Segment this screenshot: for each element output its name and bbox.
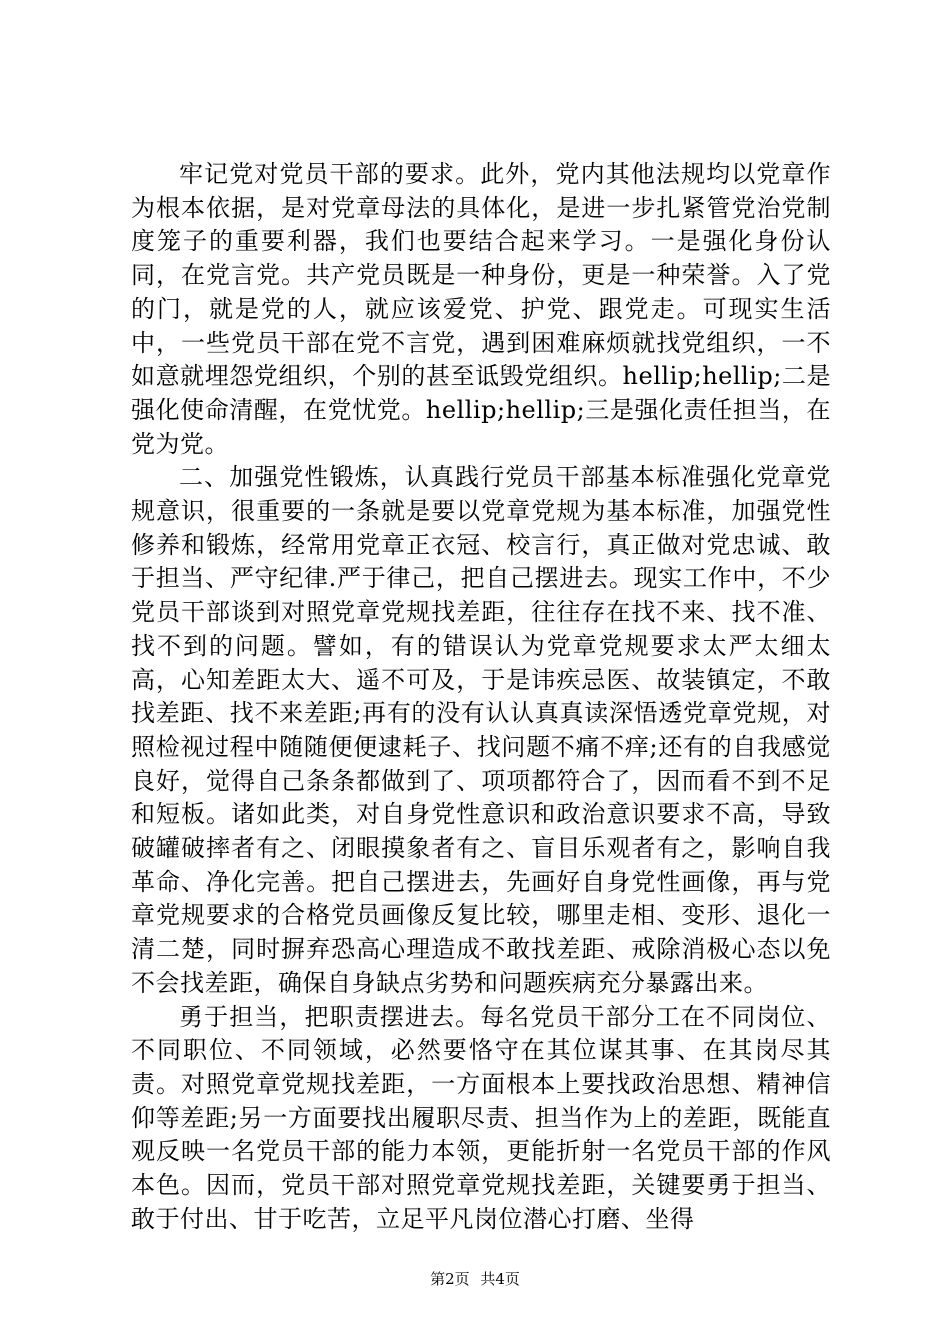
paragraph-2: 二、加强党性锻炼，认真践行党员干部基本标准强化党章党规意识，很重要的一条就是要以党章党规为基本标准，加强党性修养和锻炼，经常用党章正衣冠、校言行，真正做对党忠诚、敢于担当、严守纪律.严于律己，把自己摆进去。现实工作中，不少党员干部谈到对照党章党规找差距，往往存在找不来、找不准、找不到的问题。譬如，有的错误认为党章党规要求太严太细太高，心知差距太大、遥不可及，于是讳疾忌医、故装镇定，不敢找差距、找不来差距;再有的没有认认真真读深悟透党章党规，对照检视过程中随随便便逮耗子、找问题不痛不痒;还有的自我感觉良好，觉得自己条条都做到了、项项都符合了，因而看不到不足和短板。诸如此类，对自身党性意识和政治意识要求不高，导致破罐破摔者有之、闭眼摸象者有之、盲目乐观者有之，影响自我革命、净化完善。把自己摆进去，先画好自身党性画像，再与党章党规要求的合格党员画像反复比较，哪里走相、变形、退化一清二楚，同时摒弃恐高心理造成不敢找差距、戒除消极心态以免不会找差距，确保自身缺点劣势和问题疾病充分暴露出来。 [131,463,831,997]
page-number-total: 共4页 [480,1270,520,1288]
paragraph-3: 勇于担当，把职责摆进去。每名党员干部分工在不同岗位、不同职位、不同领域，必然要恪守在其位谋其事、在其岗尽其责。对照党章党规找差距，一方面根本上要找政治思想、精神信仰等差距;另一方面要找出履职尽责、担当作为上的差距，既能直观反映一名党员干部的能力本领，更能折射一名党员干部的作风本色。因而，党员干部对照党章党规找差距，关键要勇于担当、敢于付出、甘于吃苦，立足平凡岗位潜心打磨、坐得 [131,1002,831,1233]
page-number-current: 第2页 [430,1270,470,1288]
paragraph-1: 牢记党对党员干部的要求。此外，党内其他法规均以党章作为根本依据，是对党章母法的具体化，是进一步扎紧管党治党制度笼子的重要利器，我们也要结合起来学习。一是强化身份认同，在党言党。共产党员既是一种身份，更是一种荣誉。入了党的门，就是党的人，就应该爱党、护党、跟党走。可现实生活中，一些党员干部在党不言党，遇到困难麻烦就找党组织，一不如意就埋怨党组织，个别的甚至诋毁党组织。hellip;hellip;二是强化使命清醒，在党忧党。hellip;hellip;三是强化责任担当，在党为党。 [131,160,831,458]
page-footer [0,1268,950,1289]
document-body [131,158,831,1237]
